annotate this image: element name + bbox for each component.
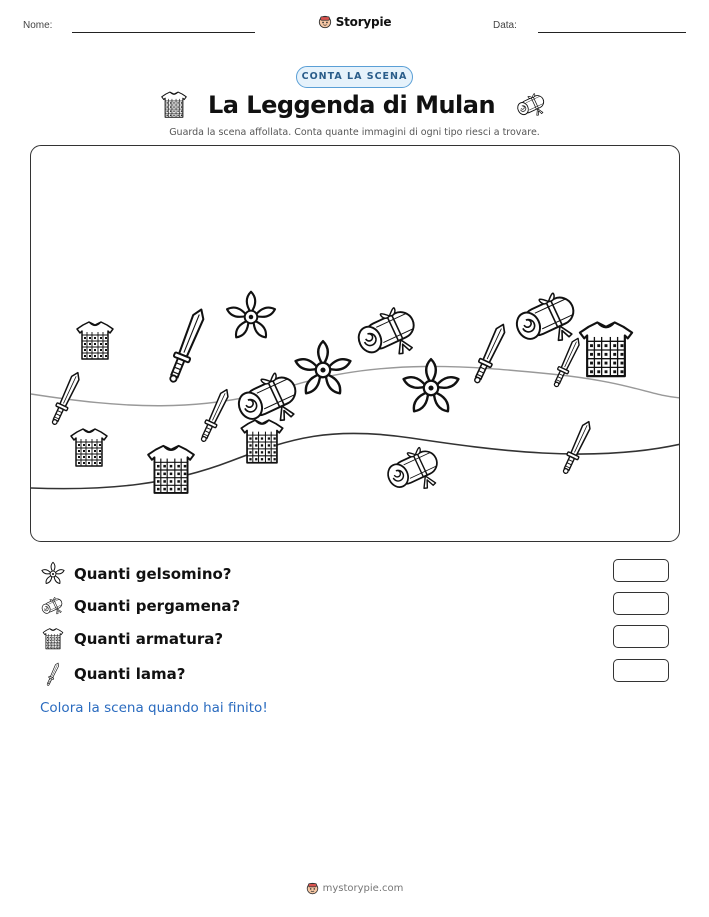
blade-icon bbox=[197, 387, 232, 444]
question-row bbox=[40, 661, 185, 687]
question-row bbox=[40, 627, 223, 651]
scene-illustration bbox=[31, 146, 680, 542]
storypie-mascot-icon bbox=[306, 882, 319, 895]
answer-box[interactable] bbox=[613, 625, 669, 648]
instructions: Guarda la scena affollata. Conta quante immagini di ogni tipo riesci a trovare. bbox=[169, 127, 540, 138]
storypie-mascot-icon bbox=[318, 15, 332, 29]
jasmine-flower-icon bbox=[226, 292, 277, 340]
jasmine-flower-icon bbox=[40, 561, 66, 587]
activity-badge: CONTA LA SCENA bbox=[296, 66, 413, 88]
brand-name: Storypie bbox=[335, 15, 392, 29]
question-text: Quanti armatura? bbox=[74, 630, 224, 648]
armor-icon bbox=[241, 420, 282, 463]
answer-box[interactable] bbox=[613, 592, 669, 615]
blade-icon bbox=[551, 336, 584, 389]
question-text: Quanti lama? bbox=[74, 665, 186, 683]
counting-scene bbox=[30, 145, 680, 542]
brand-header bbox=[0, 14, 709, 33]
scroll-icon bbox=[40, 594, 66, 618]
blade-icon bbox=[470, 322, 509, 386]
question-text: Quanti pergamena? bbox=[74, 597, 241, 615]
background-hill-line bbox=[31, 366, 680, 405]
armor-icon bbox=[148, 446, 194, 493]
date-line[interactable] bbox=[538, 32, 686, 33]
blade-icon bbox=[165, 306, 209, 384]
site-url[interactable]: mystorypie.com bbox=[322, 883, 404, 894]
question-row bbox=[40, 594, 240, 618]
armor-icon bbox=[40, 627, 66, 651]
page-title: La Leggenda di Mulan bbox=[207, 91, 496, 119]
date-label: Data: bbox=[493, 20, 517, 31]
scroll-icon bbox=[382, 443, 445, 501]
question-text: Quanti gelsomino? bbox=[74, 565, 232, 583]
scroll-icon bbox=[352, 303, 423, 368]
armor-icon bbox=[160, 90, 188, 120]
armor-icon bbox=[71, 429, 107, 466]
name-label: Nome: bbox=[23, 20, 53, 31]
title-row bbox=[0, 90, 709, 120]
blade-icon bbox=[48, 370, 83, 427]
coloring-note: Colora la scena quando hai finito! bbox=[40, 700, 268, 716]
jasmine-flower-icon bbox=[294, 341, 352, 396]
blade-icon bbox=[559, 419, 594, 476]
answer-box[interactable] bbox=[613, 659, 669, 682]
answer-box[interactable] bbox=[613, 559, 669, 582]
scroll-icon bbox=[515, 92, 549, 118]
site-footer bbox=[0, 880, 709, 899]
armor-icon bbox=[580, 322, 632, 376]
armor-icon bbox=[77, 322, 113, 359]
question-row bbox=[40, 561, 232, 587]
blade-icon bbox=[40, 661, 66, 687]
